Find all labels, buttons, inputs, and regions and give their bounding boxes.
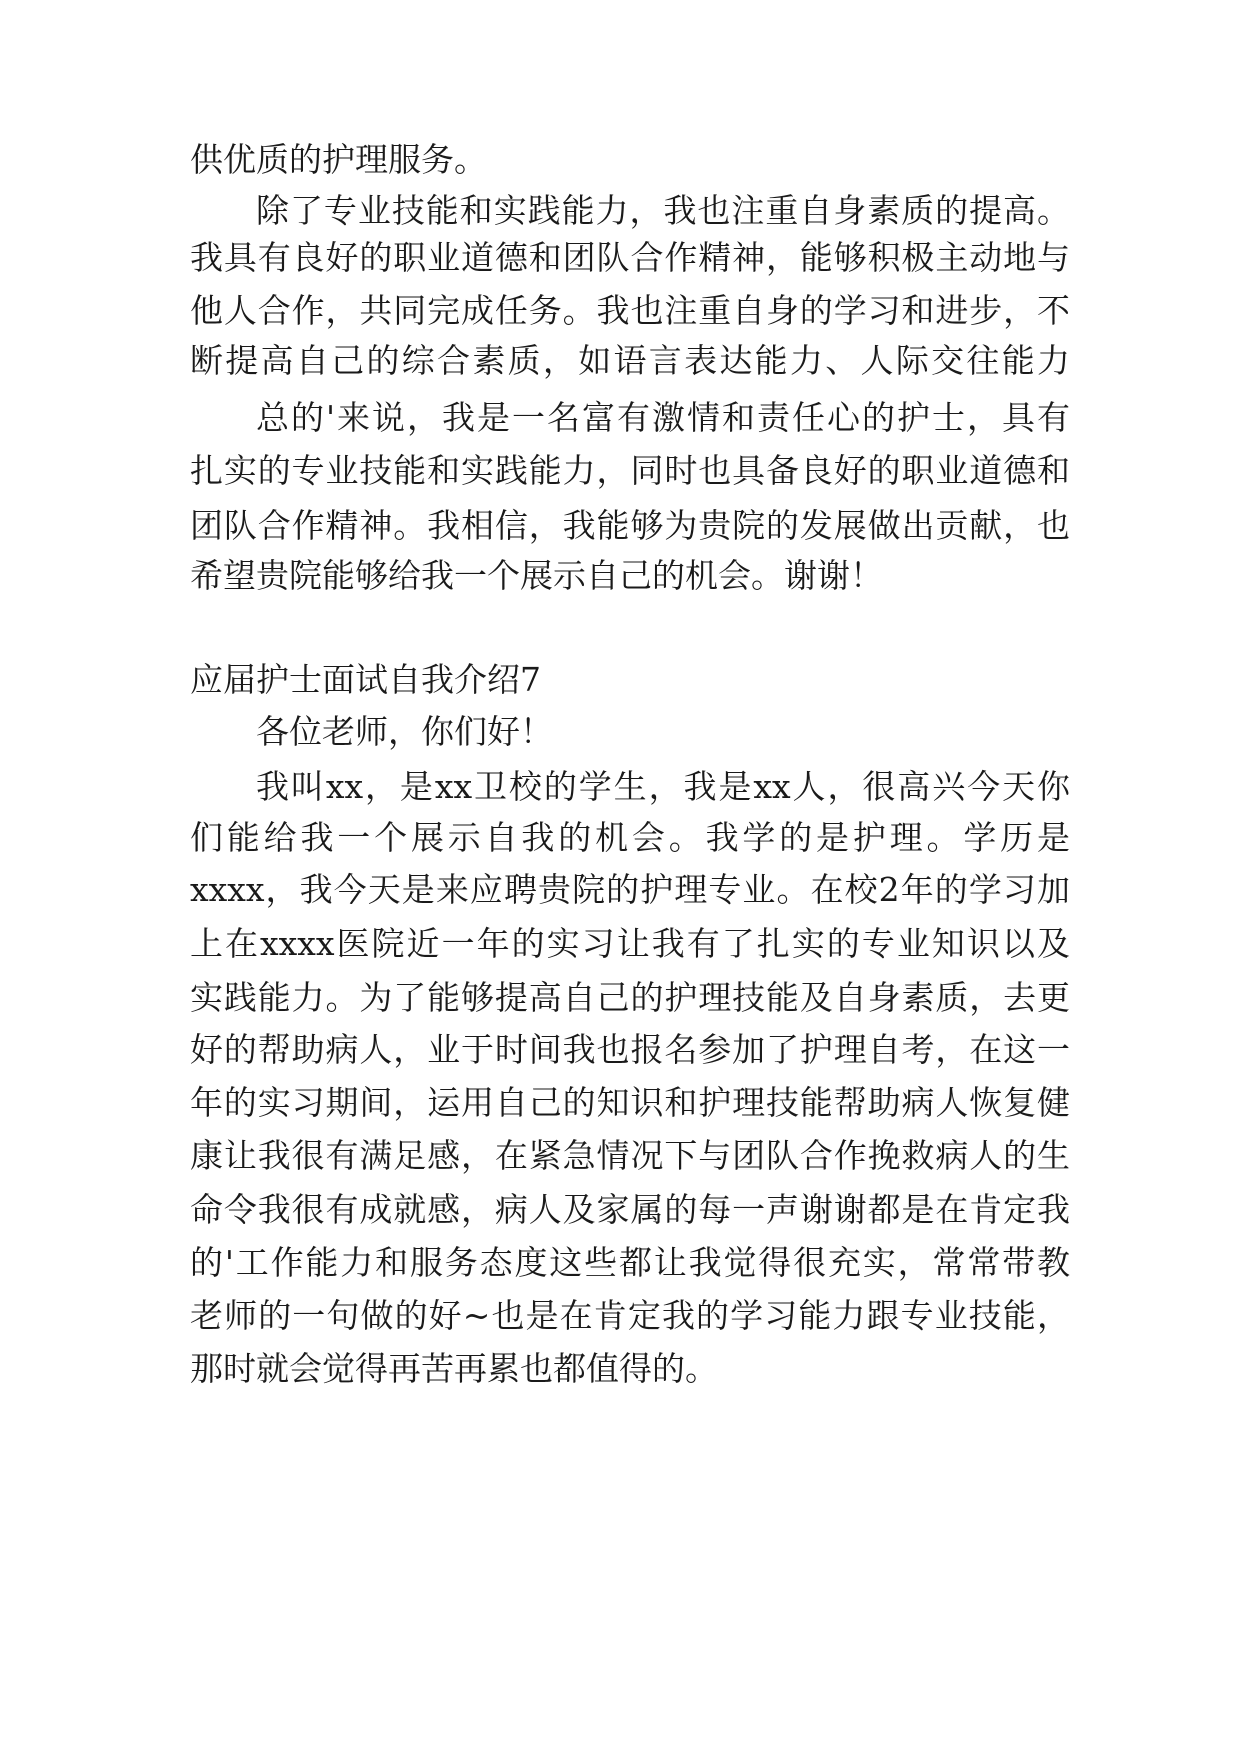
section-heading: 应届护士面试自我介绍7 — [190, 660, 541, 699]
paragraph-line: 年的实习期间，运用自己的知识和护理技能帮助病人恢复健 — [190, 1083, 1070, 1122]
paragraph-line: 我具有良好的职业道德和团队合作精神，能够积极主动地与 — [190, 238, 1070, 277]
paragraph-line: xxxx，我今天是来应聘贵院的护理专业。在校2年的学习加 — [190, 870, 1070, 909]
paragraph-line: 命令我很有成就感，病人及家属的每一声谢谢都是在肯定我 — [190, 1190, 1070, 1229]
paragraph-line: 希望贵院能够给我一个展示自己的机会。谢谢！ — [190, 556, 883, 595]
paragraph-line: 们能给我一个展示自我的机会。我学的是护理。学历是 — [190, 818, 1070, 857]
paragraph-line: 断提高自己的综合素质，如语言表达能力、人际交往能力 — [190, 341, 1070, 380]
paragraph-line: 实践能力。为了能够提高自己的护理技能及自身素质，去更 — [190, 978, 1070, 1017]
paragraph-line: 那时就会觉得再苦再累也都值得的。 — [190, 1349, 718, 1388]
paragraph-line: 康让我很有满足感，在紧急情况下与团队合作挽救病人的生 — [190, 1136, 1070, 1175]
paragraph-line: 扎实的专业技能和实践能力，同时也具备良好的职业道德和 — [190, 451, 1070, 490]
paragraph-line: 老师的一句做的好~也是在肯定我的学习能力跟专业技能， — [190, 1296, 1070, 1335]
paragraph-line: 好的帮助病人，业于时间我也报名参加了护理自考，在这一 — [190, 1030, 1070, 1069]
paragraph-line: 我叫xx，是xx卫校的学生，我是xx人，很高兴今天你 — [256, 767, 1070, 806]
paragraph-line: 各位老师，你们好！ — [256, 712, 553, 751]
paragraph-line: 团队合作精神。我相信，我能够为贵院的发展做出贡献，也 — [190, 506, 1070, 545]
paragraph-line: 的'工作能力和服务态度这些都让我觉得很充实，常常带教 — [190, 1243, 1070, 1282]
paragraph-line: 供优质的护理服务。 — [190, 140, 487, 179]
paragraph-line: 除了专业技能和实践能力，我也注重自身素质的提高。 — [256, 191, 1070, 230]
paragraph-line: 总的'来说，我是一名富有激情和责任心的护士，具有 — [256, 398, 1070, 437]
paragraph-line: 上在xxxx医院近一年的实习让我有了扎实的专业知识以及 — [190, 924, 1070, 963]
paragraph-line: 他人合作，共同完成任务。我也注重自身的学习和进步，不 — [190, 291, 1070, 330]
